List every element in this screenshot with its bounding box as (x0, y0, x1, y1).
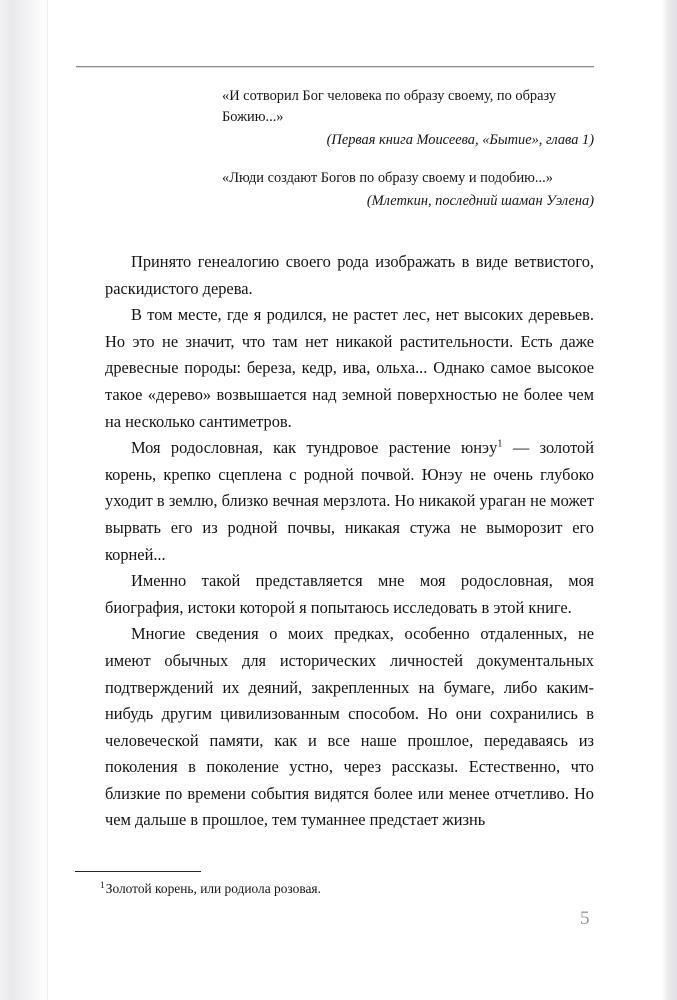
epigraph-1-text: «И сотворил Бог человека по образу своему, по образу Божию...» (222, 88, 557, 125)
body-paragraph-1: Принято генеалогию своего рода изображать в виде ветвистого, раскидистого дерева. (105, 252, 594, 298)
epigraph-1 (222, 86, 594, 151)
body-text-block (105, 249, 594, 834)
epigraph-2 (222, 168, 594, 212)
body-paragraph-3 (105, 435, 594, 568)
header-rule (76, 66, 594, 67)
body-paragraph-4: Именно такой представляется мне моя родословная, моя биография, истоки которой я попытаюсь исследовать в этой книге. (105, 571, 594, 617)
footnote-text: Золотой корень, или родиола розовая. (105, 881, 321, 896)
footnote-entry (100, 879, 594, 898)
body-paragraph-3-after-footnote: — золотой корень, крепко сцеплена с родной почвой. Юнэу не очень глубоко уходит в землю, близко вечная мерзлота. Но никакой ураган не может вырвать его из родной почвы, никакая стужа не выморозит его корней... (105, 438, 594, 564)
page-number: 5 (580, 908, 590, 929)
footnote-separator-rule (75, 871, 201, 872)
epigraph-block (222, 86, 594, 212)
body-paragraph-3-before-footnote: Моя родословная, как тундровое растение юнэу (131, 438, 498, 458)
footnote-reference-marker[interactable]: 1 (497, 438, 503, 450)
body-paragraph-2: В том месте, где я родился, не растет лес, нет высоких деревьев. Но это не значит, что там нет никакой растительности. Есть даже древесные породы: береза, кедр, ива, ольха... Однако самое высокое такое «дерево» возвышается над земной поверхностью не более чем на несколько сантиметров. (105, 305, 594, 431)
footnote-number: 1 (100, 880, 105, 891)
epigraph-2-source: (Млеткин, последний шаман Уэлена) (366, 193, 594, 209)
body-paragraph-5: Многие сведения о моих предках, особенно отдаленных, не имеют обычных для исторических личностей документальных подтверждений их деяний, закрепленных на бумаге, либо каким-нибудь другим цивилизованным способом. Но они сохранились в человеческой памяти, как и все наше прошлое, передаваясь из поколения в поколение устно, через рассказы. Естественно, что близкие по времени события видятся более или менее отчетливо. Но чем дальше в прошлое, тем туманнее предстает жизнь (105, 624, 594, 830)
epigraph-2-text: «Люди создают Богов по образу своему и подобию...» (222, 170, 553, 186)
epigraph-1-source: (Первая книга Моисеева, «Бытие», глава 1) (326, 132, 594, 148)
